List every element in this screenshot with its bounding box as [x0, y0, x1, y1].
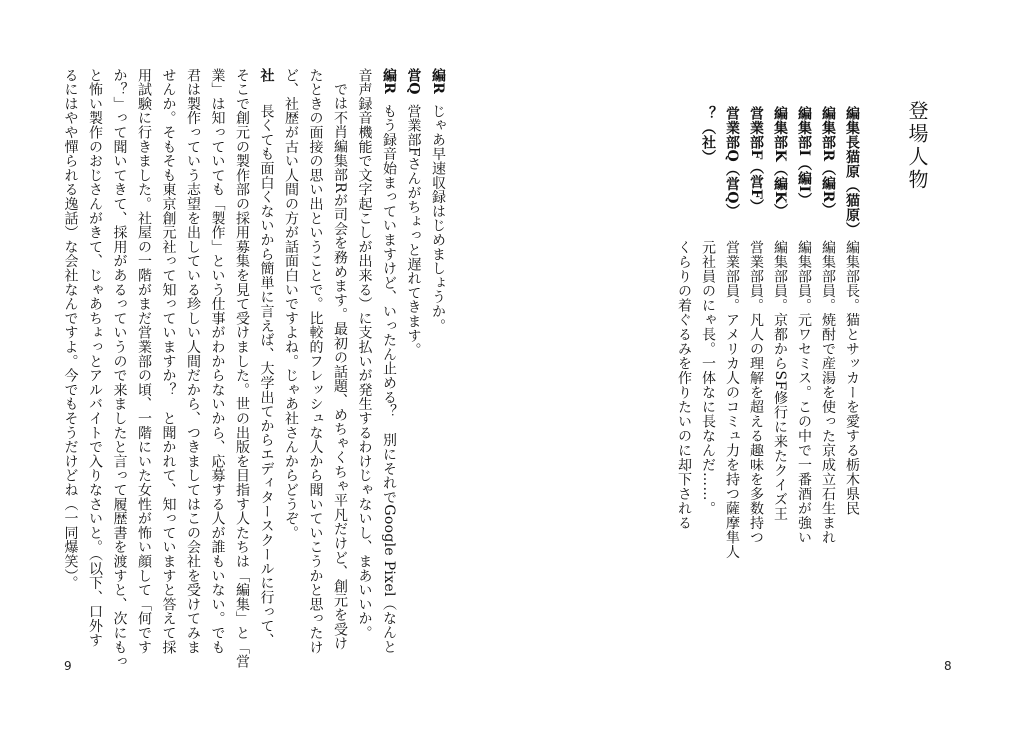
dialogue-line — [181, 68, 206, 655]
cast-name: 編集部R（編R） — [820, 106, 836, 218]
cast-list — [672, 106, 864, 570]
cast-name: ？（社） — [700, 106, 716, 164]
dialogue-line — [132, 68, 157, 655]
dialogue-line — [107, 68, 132, 669]
cast-desc: 編集部長。猫とサッカーを愛する栃木県民 — [844, 240, 860, 516]
cast-row — [768, 106, 792, 570]
cast-name: 営業部F（営F） — [748, 106, 764, 214]
dialogue-line — [205, 68, 230, 655]
dialogue-line — [230, 68, 255, 669]
cast-desc: 元社員のにゃ長。一体なに長なんだ……。 — [700, 240, 716, 516]
dialogue-text: 用試験に行きました。社屋の一階がまだ営業部の頃、一階にいた女性が怖い顔して「何です — [136, 68, 152, 655]
dialogue-line — [156, 68, 181, 655]
cast-desc: 編集部員。焼酎で産湯を使った京成立石生まれ — [820, 240, 836, 545]
cast-row — [840, 106, 864, 570]
dialogue-text: 君は製作っていう志望を出している珍しい人間だから、つきましてはこの会社を受けてみま — [185, 68, 201, 655]
dialogue-text: じゃあ早速収録はじめましょうか。 — [430, 104, 446, 333]
dialogue-text: せんか。そもそも東京創元社って知っていますか？ と聞かれて、知っていますと答えて採 — [160, 68, 177, 655]
dialogue-line — [401, 68, 426, 648]
dialogue-line — [328, 68, 353, 651]
cast-name: 編集長猫原（猫原） — [844, 106, 860, 237]
cast-row — [696, 106, 720, 570]
dialogue-text: か？」って聞いてきて、採用があるっていうので来ましたと言って履歴書を渡すと、次にもっ — [111, 68, 128, 669]
dialogue-line — [58, 68, 83, 648]
dialogue-line — [254, 68, 279, 648]
cast-heading: 登場人物 — [905, 100, 929, 192]
cast-name: 編集部K（編K） — [772, 106, 788, 219]
dialogue-text: 長くても面白くないから簡単に言えば、大学出てからエディタースクールに行って、 — [258, 104, 275, 648]
dialogue-text: そこで創元の製作部の採用募集を見て受けました。世の出版を目指す人たちは「編集」と「営 — [234, 68, 250, 669]
speaker-label: 編R — [430, 68, 446, 95]
dialogue-line — [352, 68, 377, 648]
speaker-label: 営Q — [405, 68, 422, 95]
dialogue-text: では不肖編集部Rが司会を務めます。最初の話題、めちゃくちゃ平凡だけど、創元を受け — [332, 82, 348, 651]
cast-row — [720, 106, 744, 570]
dialogue-text: もう録音始まっていますけど、いったん止める？ 別にそれでGoogle Pixel（なんと — [381, 104, 397, 654]
cast-desc: 営業部員。凡人の理解を超える趣味を多数持つ — [748, 240, 764, 545]
dialogue-line — [83, 68, 108, 648]
cast-desc: 営業部員。アメリカ人のコミュ力を持つ薩摩隼人 — [724, 240, 740, 559]
dialogue-body — [60, 68, 450, 669]
dialogue-text: たときの面接の思い出ということで。比較的フレッシュな人から聞いていこうかと思ったけ — [307, 68, 324, 655]
cast-name: 編集部I（編I） — [796, 106, 812, 208]
dialogue-text: るにはやや憚られる逸話）な会社なんですよ。今でもそうだけどね（一同爆笑）。 — [62, 68, 79, 591]
speaker-label: 社 — [258, 68, 275, 83]
dialogue-text: 業」は知っていても「製作」という仕事がわからないから、応募する人が誰もいない。でも — [209, 68, 226, 655]
speaker-label: 編R — [381, 68, 397, 95]
dialogue-line — [279, 68, 304, 648]
dialogue-line — [377, 68, 402, 654]
dialogue-text: 営業部Fさんがちょっと遅れてきます。 — [405, 104, 422, 358]
dialogue-text: ど、社歴が古い人間の方が話面白いですよね。じゃあ社さんからどうぞ。 — [283, 68, 299, 540]
cast-name: 営業部Q（営Q） — [724, 106, 740, 219]
dialogue-text: 音声録音機能で文字起こしが出来る）に支払いが発生するわけじゃないし、まあいいか。 — [356, 68, 373, 640]
dialogue-line — [426, 68, 451, 648]
cast-row — [672, 240, 696, 570]
cast-row — [744, 106, 768, 570]
cast-desc: 編集部員。元ワセミス。この中で一番酒が強い — [796, 240, 812, 545]
cast-row — [792, 106, 816, 570]
cast-desc: くらりの着ぐるみを作りたいのに却下される — [676, 240, 692, 530]
dialogue-text: と怖い製作のおじさんがきて、じゃあちょっとアルバイトで入りなさいと。（以下、口外す — [87, 68, 103, 648]
page-8 — [512, 0, 1024, 735]
cast-desc: 編集部員。京都からSF修行に来たクイズ王 — [772, 240, 788, 522]
page-number: 8 — [944, 659, 952, 673]
cast-row — [816, 106, 840, 570]
dialogue-line — [303, 68, 328, 655]
page-number: 9 — [64, 659, 72, 673]
